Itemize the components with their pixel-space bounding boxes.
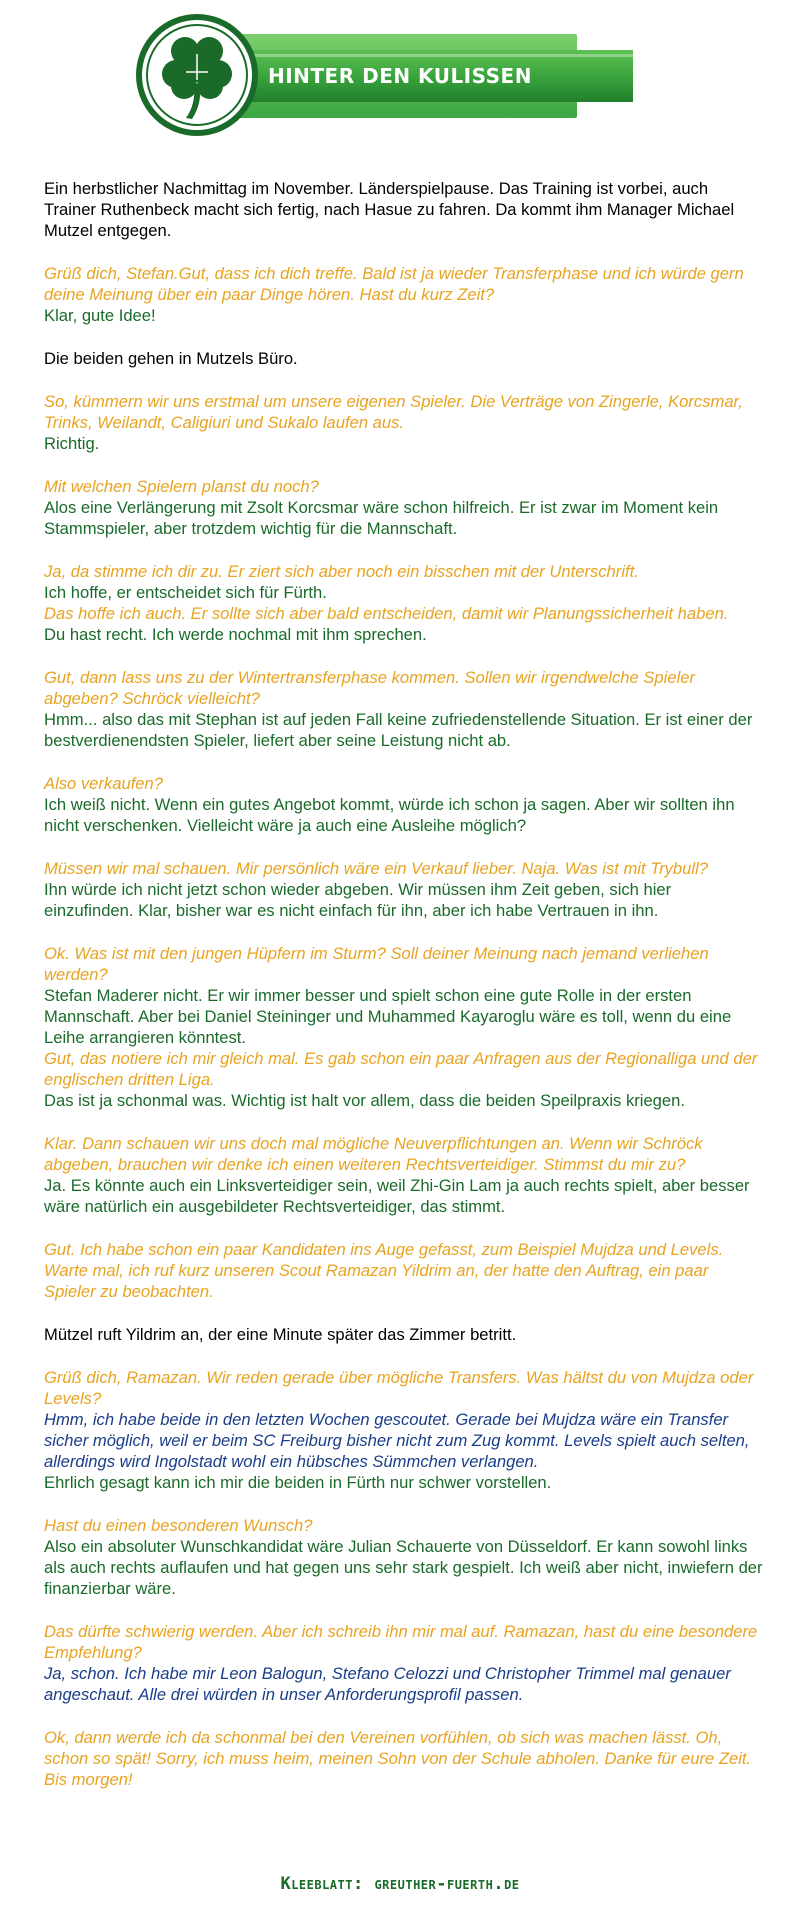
- paragraph-gap: [44, 454, 764, 476]
- paragraph-gap: [44, 1705, 764, 1727]
- trainer-line: Klar, gute Idee!: [44, 306, 156, 325]
- trainer-line: Hmm... also das mit Stephan ist auf jeden Fall keine zufriedenstellende Situation. Er ist einer der bestverdienendsten Spieler, liefert aber seine Leistung nicht ab.: [44, 710, 753, 750]
- paragraph-gap: [44, 1111, 764, 1133]
- dialogue-paragraph: [44, 348, 764, 369]
- paragraph-gap: [44, 1302, 764, 1324]
- manager-line: Gut, das notiere ich mir gleich mal. Es gab schon ein paar Anfragen aus der Regionalliga und der englischen dritten Liga.: [44, 1049, 758, 1089]
- manager-line: Grüß dich, Ramazan. Wir reden gerade über mögliche Transfers. Was hältst du von Mujdza oder Levels?: [44, 1368, 754, 1408]
- dialogue-paragraph: [44, 391, 764, 454]
- manager-line: Gut, dann lass uns zu der Wintertransferphase kommen. Sollen wir irgendwelche Spieler abgeben? Schröck vielleicht?: [44, 668, 696, 708]
- manager-line: Mit welchen Spielern planst du noch?: [44, 477, 319, 496]
- dialogue-paragraph: [44, 178, 764, 241]
- manager-line: Müssen wir mal schauen. Mir persönlich wäre ein Verkauf lieber. Naja. Was ist mit Trybull?: [44, 859, 708, 878]
- dialogue-paragraph: [44, 858, 764, 921]
- paragraph-gap: [44, 369, 764, 391]
- manager-line: So, kümmern wir uns erstmal um unsere eigenen Spieler. Die Verträge von Zingerle, Korcsmar, Trinks, Weilandt, Caligiuri und Sukalo laufen aus.: [44, 392, 743, 432]
- dialogue-paragraph: [44, 1324, 764, 1345]
- trainer-line: Richtig.: [44, 434, 100, 453]
- manager-line: Ok. Was ist mit den jungen Hüpfern im Sturm? Soll deiner Meinung nach jemand verliehen werden?: [44, 944, 709, 984]
- trainer-line: Ja. Es könnte auch ein Linksverteidiger sein, weil Zhi-Gin Lam ja auch rechts spielt, aber besser wäre natürlich ein ausgebildeter Rechtsverteidiger, das stimmt.: [44, 1176, 750, 1216]
- dialogue-paragraph: [44, 773, 764, 836]
- dialogue-article: [44, 178, 764, 1790]
- dialogue-paragraph: [44, 1621, 764, 1705]
- paragraph-gap: [44, 645, 764, 667]
- dialogue-paragraph: [44, 263, 764, 326]
- trainer-line: Alos eine Verlängerung mit Zsolt Korcsmar wäre schon hilfreich. Er ist zwar im Moment kein Stammspieler, aber trotzdem wichtig für die Mannschaft.: [44, 498, 719, 538]
- paragraph-gap: [44, 539, 764, 561]
- paragraph-gap: [44, 1493, 764, 1515]
- paragraph-gap: [44, 241, 764, 263]
- footer-credit: Kleeblatt: greuther-fuerth.de: [280, 1874, 520, 1894]
- manager-line: Grüß dich, Stefan.Gut, dass ich dich treffe. Bald ist ja wieder Transferphase und ich würde gern deine Meinung über ein paar Dinge hören. Hast du kurz Zeit?: [44, 264, 744, 304]
- paragraph-gap: [44, 1345, 764, 1367]
- dialogue-paragraph: [44, 476, 764, 539]
- trainer-line: Ehrlich gesagt kann ich mir die beiden in Fürth nur schwer vorstellen.: [44, 1473, 552, 1492]
- paragraph-gap: [44, 326, 764, 348]
- dialogue-paragraph: [44, 943, 764, 1111]
- paragraph-gap: [44, 1217, 764, 1239]
- dialogue-paragraph: [44, 667, 764, 751]
- manager-line: Das dürfte schwierig werden. Aber ich schreib ihn mir mal auf. Ramazan, hast du eine besondere Empfehlung?: [44, 1622, 758, 1662]
- dialogue-paragraph: [44, 561, 764, 645]
- trainer-line: Das ist ja schonmal was. Wichtig ist halt vor allem, dass die beiden Speilpraxis kriegen.: [44, 1091, 685, 1110]
- paragraph-gap: [44, 751, 764, 773]
- manager-line: Hast du einen besonderen Wunsch?: [44, 1516, 313, 1535]
- manager-line: Gut. Ich habe schon ein paar Kandidaten ins Auge gefasst, zum Beispiel Mujdza und Levels. Warte mal, ich ruf kurz unseren Scout Ramazan Yildrim an, der hatte den Auftrag, ein paar Spieler zu beobachten.: [44, 1240, 724, 1301]
- narrator-line: Ein herbstlicher Nachmittag im November. Länderspielpause. Das Training ist vorbei, auch Trainer Ruthenbeck macht sich fertig, nach Hasue zu fahren. Da kommt ihm Manager Michael Mutzel entgegen.: [44, 179, 735, 240]
- manager-line: Also verkaufen?: [44, 774, 163, 793]
- dialogue-paragraph: [44, 1727, 764, 1790]
- header-banner: [0, 0, 800, 150]
- trainer-line: Stefan Maderer nicht. Er wir immer besser und spielt schon eine gute Rolle in der ersten Mannschaft. Aber bei Daniel Steininger und Muhammed Kayaroglu wäre es toll, wenn du eine Leihe arrangieren könntest.: [44, 986, 732, 1047]
- trainer-line: Ich hoffe, er entscheidet sich für Fürth.: [44, 583, 327, 602]
- dialogue-paragraph: [44, 1133, 764, 1217]
- trainer-line: Ich weiß nicht. Wenn ein gutes Angebot kommt, würde ich schon ja sagen. Aber wir sollten ihn nicht verschenken. Vielleicht wäre ja auch eine Ausleihe möglich?: [44, 795, 735, 835]
- dialogue-paragraph: [44, 1515, 764, 1599]
- banner-highlight: [248, 54, 633, 57]
- paragraph-gap: [44, 836, 764, 858]
- scout-line: Ja, schon. Ich habe mir Leon Balogun, Stefano Celozzi und Christopher Trimmel mal genauer angeschaut. Alle drei würden in unser Anforderungsprofil passen.: [44, 1664, 731, 1704]
- trainer-line: Ihn würde ich nicht jetzt schon wieder abgeben. Wir müssen ihm Zeit geben, sich hier einzufinden. Klar, bisher war es nicht einfach für ihn, aber ich habe Vertrauen in ihn.: [44, 880, 672, 920]
- trainer-line: Du hast recht. Ich werde nochmal mit ihm sprechen.: [44, 625, 427, 644]
- cloverleaf-logo-icon: [136, 14, 258, 136]
- dialogue-paragraph: [44, 1239, 764, 1302]
- paragraph-gap: [44, 921, 764, 943]
- dialogue-paragraph: [44, 1367, 764, 1493]
- narrator-line: Mützel ruft Yildrim an, der eine Minute später das Zimmer betritt.: [44, 1325, 517, 1344]
- paragraph-gap: [44, 1599, 764, 1621]
- manager-line: Ja, da stimme ich dir zu. Er ziert sich aber noch ein bisschen mit der Unterschrift.: [44, 562, 639, 581]
- page-title: HINTER DEN KULISSEN: [268, 64, 532, 88]
- manager-line: Das hoffe ich auch. Er sollte sich aber bald entscheiden, damit wir Planungssicherheit haben.: [44, 604, 729, 623]
- manager-line: Klar. Dann schauen wir uns doch mal mögliche Neuverpflichtungen an. Wenn wir Schröck abgeben, brauchen wir denke ich einen weiteren Rechtsverteidiger. Stimmst du mir zu?: [44, 1134, 703, 1174]
- trainer-line: Also ein absoluter Wunschkandidat wäre Julian Schauerte von Düsseldorf. Er kann sowohl links als auch rechts auflaufen und hat gegen uns sehr stark gespielt. Ich weiß aber nicht, inwiefern der finanzierbar wäre.: [44, 1537, 763, 1598]
- manager-line: Ok, dann werde ich da schonmal bei den Vereinen vorfühlen, ob sich was machen lässt. Oh, schon so spät! Sorry, ich muss heim, meinen Sohn von der Schule abholen. Danke für eure Zeit. Bis morgen!: [44, 1728, 752, 1789]
- scout-line: Hmm, ich habe beide in den letzten Wochen gescoutet. Gerade bei Mujdza wäre ein Transfer sicher möglich, weil er beim SC Freiburg bisher nicht zum Zug kommt. Levels spielt auch selten, allerdings wird Ingolstadt wohl ein hübsches Sümmchen verlangen.: [44, 1410, 750, 1471]
- narrator-line: Die beiden gehen in Mutzels Büro.: [44, 349, 298, 368]
